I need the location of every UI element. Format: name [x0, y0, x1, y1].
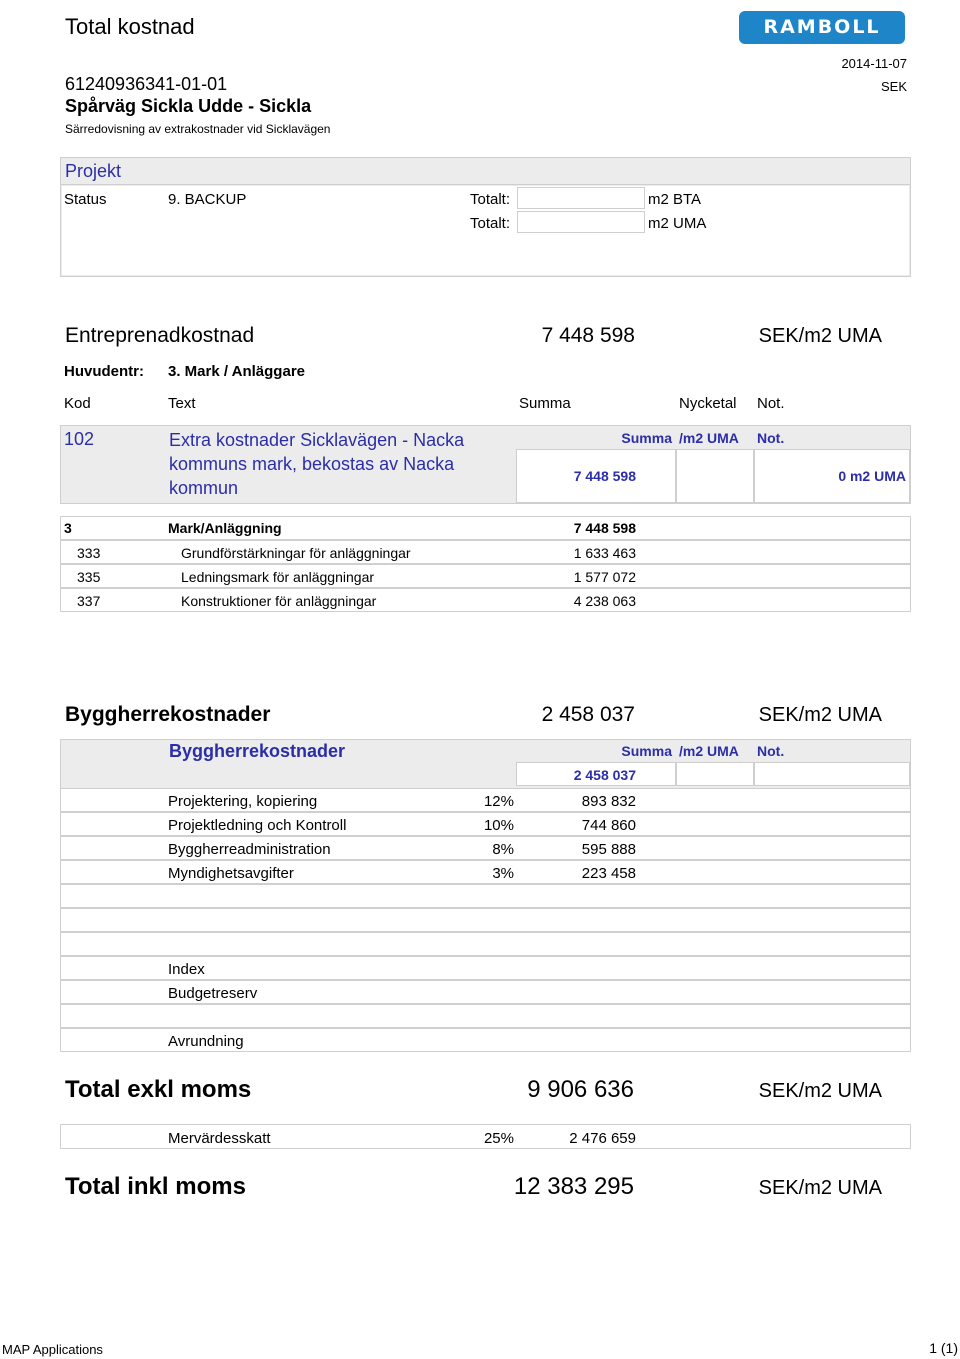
total-uma-label: Totalt: [470, 215, 511, 232]
row-name: Ledningsmark för anläggningar [181, 569, 375, 585]
moms-label: Mervärdesskatt [168, 1130, 271, 1147]
unit-uma: m2 UMA [648, 215, 707, 232]
moms-pct: 25% [483, 1130, 514, 1147]
entreprenad-title: Entreprenadkostnad [65, 324, 255, 347]
project-name: Spårväg Sickla Udde - Sickla [65, 96, 312, 116]
total-inkl-label: Total inkl moms [65, 1173, 246, 1200]
byggherre-per-label: /m2 UMA [679, 743, 739, 759]
empty-row [60, 1004, 911, 1028]
byggherre-not-cell [754, 762, 910, 786]
row-name: Grundförstärkningar för anläggningar [181, 545, 411, 561]
moms-amount: 2 476 659 [569, 1130, 636, 1147]
unit-bta: m2 BTA [648, 191, 702, 208]
avrundning-label: Avrundning [168, 1033, 244, 1050]
byggherre-summa-label: Summa [621, 743, 672, 759]
status-value: 9. BACKUP [168, 191, 247, 208]
row-code: 333 [77, 545, 101, 561]
ramboll-logo: RAMBOLL [739, 11, 905, 44]
byggherre-title: Byggherrekostnader [65, 703, 271, 726]
total-exkl-unit: SEK/m2 UMA [758, 1080, 882, 1102]
row-amount: 893 832 [581, 793, 636, 810]
row-name: Projektering, kopiering [168, 793, 318, 810]
col-not: Not. [757, 395, 785, 412]
projekt-heading: Projekt [65, 161, 122, 181]
row-amount: 595 888 [581, 841, 636, 858]
report-currency: SEK [880, 79, 907, 94]
row-name: Konstruktioner för anläggningar [181, 593, 377, 609]
byggherre-not-label: Not. [757, 743, 785, 759]
row-amount: 744 860 [581, 817, 636, 834]
projekt-header [60, 157, 911, 185]
row-code: 337 [77, 593, 101, 609]
project-subtitle: Särredovisning av extrakostnader vid Sicklavägen [65, 122, 331, 136]
total-inkl-amount: 12 383 295 [513, 1173, 634, 1200]
row-name: Projektledning och Kontroll [168, 817, 347, 834]
report-title: Total kostnad [65, 14, 195, 39]
row-pct: 12% [483, 793, 514, 810]
item-102-not-label: Not. [757, 430, 785, 446]
byggherre-per-cell [676, 762, 754, 786]
entreprenad-amount: 7 448 598 [541, 324, 635, 347]
item-102-code: 102 [64, 429, 95, 449]
byggherre-amount: 2 458 037 [541, 703, 635, 726]
item-102-per-cell [676, 449, 754, 503]
byggherre-unit: SEK/m2 UMA [758, 704, 882, 726]
row-amount: 1 577 072 [573, 569, 636, 585]
item-102-amount: 7 448 598 [573, 468, 636, 484]
group-code: 3 [64, 520, 72, 536]
huvudentr-label: Huvudentr: [64, 363, 144, 380]
row-pct: 8% [492, 841, 514, 858]
empty-row [60, 908, 911, 932]
byggherre-sub-amount: 2 458 037 [573, 767, 636, 783]
item-102-text: Extra kostnader Sicklavägen - Nacka kommuns mark, bekostas av Nacka kommun [169, 430, 465, 498]
item-102-per-label: /m2 UMA [679, 430, 739, 446]
huvudentr-value: 3. Mark / Anläggare [168, 363, 305, 380]
col-text: Text [168, 395, 196, 412]
row-amount: 4 238 063 [573, 593, 636, 609]
group-amount: 7 448 598 [573, 520, 636, 536]
row-amount: 223 458 [581, 865, 636, 882]
footer-app: MAP Applications [2, 1342, 103, 1357]
total-exkl-amount: 9 906 636 [527, 1076, 634, 1103]
col-kod: Kod [64, 395, 91, 412]
report-date: 2014-11-07 [841, 56, 907, 71]
row-name: Byggherreadministration [168, 841, 331, 858]
total-inkl-unit: SEK/m2 UMA [758, 1177, 882, 1199]
index-label: Index [168, 961, 205, 978]
byggherre-subheading: Byggherrekostnader [169, 741, 346, 761]
footer-page: 1 (1) [929, 1340, 958, 1356]
total-bta-field [517, 187, 645, 209]
empty-row [60, 932, 911, 956]
row-name: Myndighetsavgifter [168, 865, 294, 882]
total-bta-label: Totalt: [470, 191, 511, 208]
row-amount: 1 633 463 [573, 545, 636, 561]
group-name: Mark/Anläggning [168, 520, 282, 536]
status-label: Status [64, 191, 107, 208]
row-pct: 3% [492, 865, 514, 882]
budget-label: Budgetreserv [168, 985, 258, 1002]
col-nycketal: Nycketal [679, 395, 737, 412]
row-pct: 10% [483, 817, 514, 834]
empty-row [60, 884, 911, 908]
total-exkl-label: Total exkl moms [65, 1076, 252, 1103]
row-code: 335 [77, 569, 101, 585]
project-number: 61240936341-01-01 [65, 74, 228, 94]
item-102-per-value: 0 m2 UMA [838, 468, 906, 484]
col-summa: Summa [519, 395, 571, 412]
total-uma-field [517, 211, 645, 233]
item-102-summa-label: Summa [621, 430, 672, 446]
entreprenad-unit: SEK/m2 UMA [758, 325, 882, 347]
